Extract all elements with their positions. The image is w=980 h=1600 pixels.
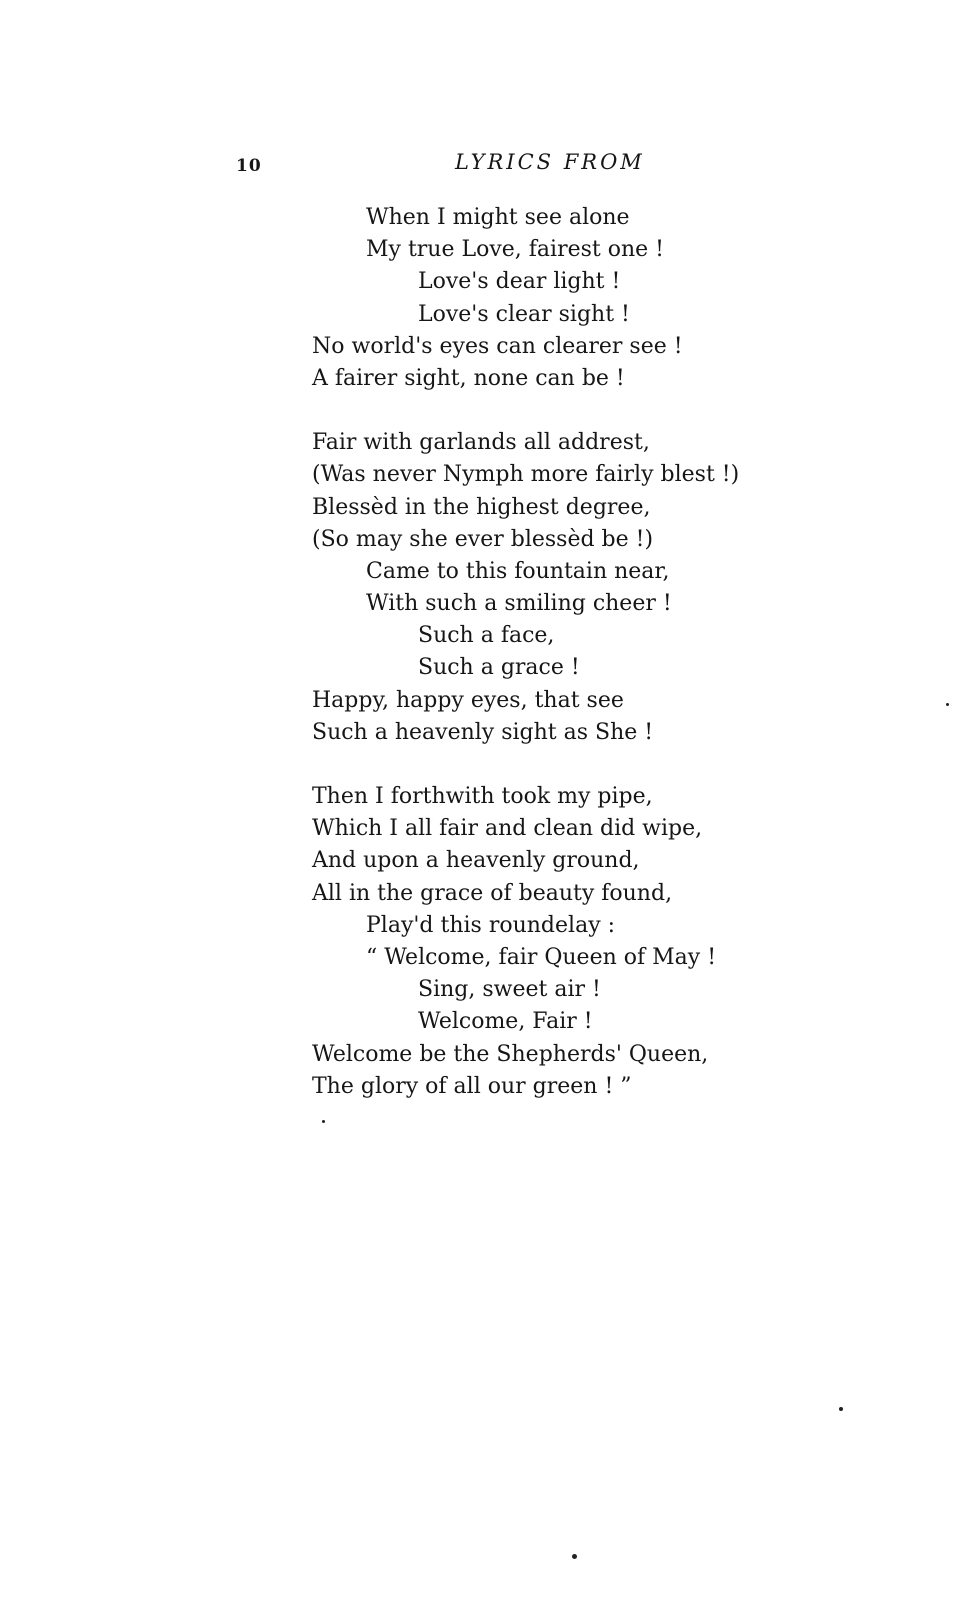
verse-line: Such a heavenly sight as She ! — [312, 719, 654, 745]
verse-line: The glory of all our green ! ” — [312, 1073, 632, 1099]
verse-line: Which I all fair and clean did wipe, — [312, 816, 703, 842]
verse-line: Happy, happy eyes, that see — [312, 687, 624, 713]
verse-line: With such a smiling cheer ! — [366, 591, 672, 617]
ink-speck — [322, 1120, 325, 1123]
verse-line: No world's eyes can clearer see ! — [312, 333, 683, 359]
verse-line: Welcome, Fair ! — [418, 1009, 593, 1035]
verse-line: Such a grace ! — [418, 655, 580, 681]
verse-line: Then I forthwith took my pipe, — [312, 784, 653, 809]
verse-line: Sing, sweet air ! — [418, 977, 601, 1003]
verse-line: All in the grace of beauty found, — [312, 880, 673, 906]
verse-line: Love's clear sight ! — [418, 301, 630, 327]
verse-line: Came to this fountain near, — [366, 558, 670, 584]
verse-line: And upon a heavenly ground, — [312, 848, 640, 874]
poem — [312, 202, 912, 1135]
verse-line: (So may she ever blessèd be !) — [312, 526, 654, 552]
ink-speck — [572, 1554, 577, 1559]
verse-line: A fairer sight, none can be ! — [312, 365, 625, 391]
verse-line: Such a face, — [418, 623, 555, 649]
verse-line: Welcome be the Shepherds' Queen, — [312, 1041, 709, 1067]
stanza-2 — [312, 427, 912, 749]
verse-line: Blessèd in the highest degree, — [312, 494, 651, 520]
verse-line: Fair with garlands all addrest, — [312, 430, 650, 456]
stanza-3 — [312, 781, 912, 1103]
verse-line: (Was never Nymph more fairly blest !) — [312, 462, 740, 488]
ink-speck — [839, 1407, 843, 1411]
verse-line: Play'd this roundelay : — [366, 912, 616, 938]
verse-line: When I might see alone — [366, 205, 630, 230]
verse-line: Love's dear light ! — [418, 269, 621, 295]
running-head: LYRICS FROM — [455, 150, 645, 174]
verse-line: “ Welcome, fair Queen of May ! — [366, 944, 717, 970]
page-number: 10 — [236, 156, 262, 176]
ink-speck — [946, 703, 949, 706]
stanza-1 — [312, 202, 912, 395]
verse-line: My true Love, fairest one ! — [366, 237, 664, 263]
